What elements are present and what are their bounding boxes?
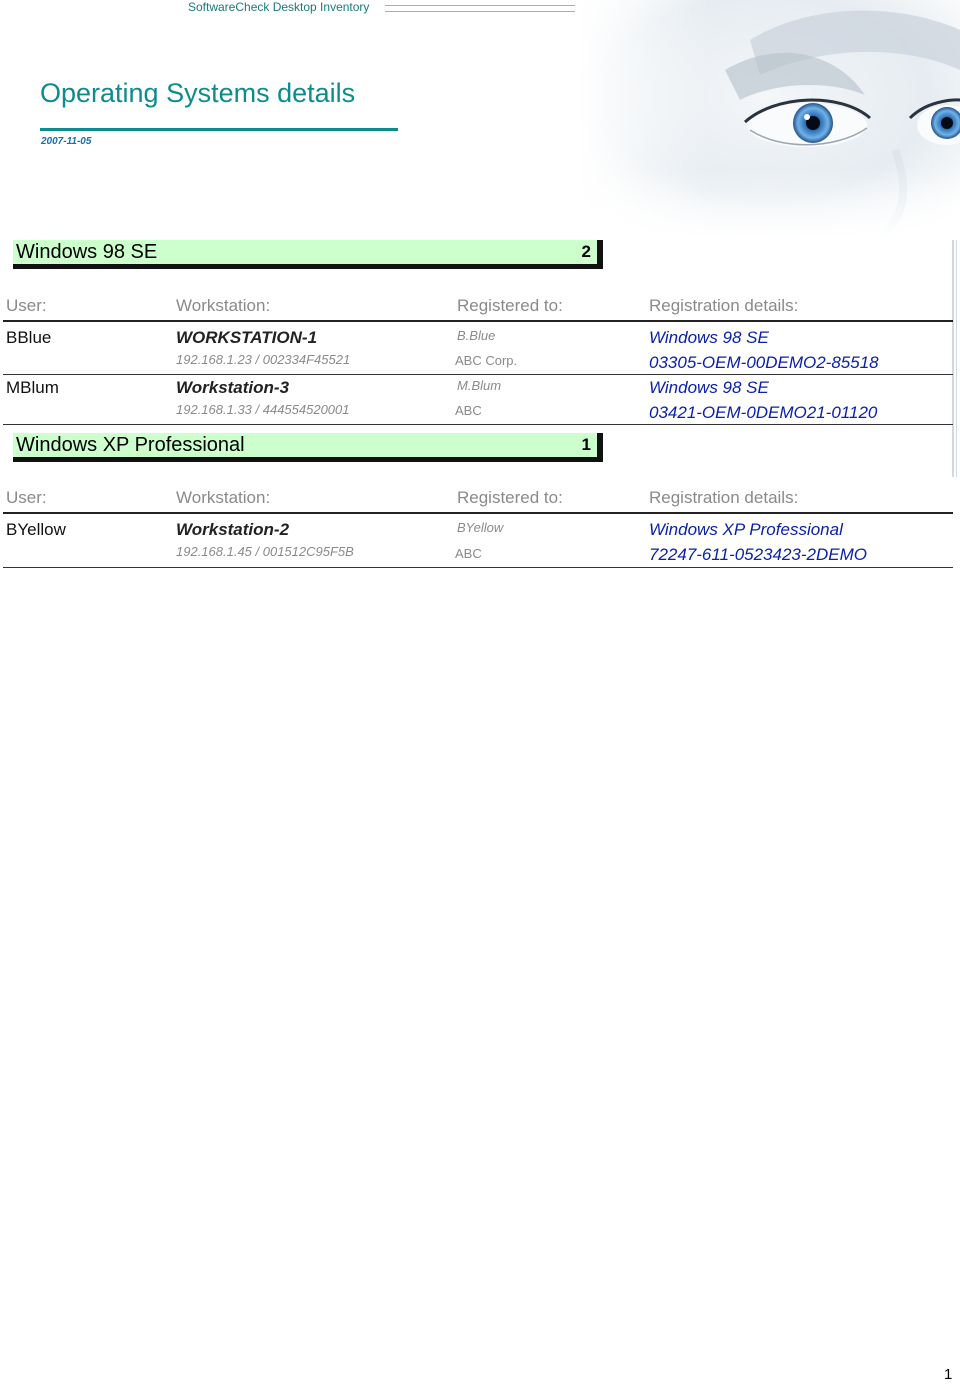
row-os: Windows 98 SE: [649, 378, 769, 397]
row-registered-name: B.Blue: [457, 328, 496, 343]
page-title: Operating Systems details: [40, 78, 356, 108]
row-workstation: Workstation-3: [176, 378, 290, 397]
row-workstation: WORKSTATION-1: [176, 328, 318, 347]
row-divider: [3, 424, 953, 425]
column-header-user: User:: [6, 296, 47, 315]
right-border: [956, 240, 957, 477]
row-key: 03421-OEM-0DEMO21-01120: [649, 403, 878, 422]
right-border: [952, 240, 954, 477]
group-count: 2: [581, 242, 591, 261]
header-divider: [3, 512, 953, 514]
row-divider: [3, 567, 953, 568]
row-registered-name: BYellow: [457, 520, 504, 535]
row-os: Windows XP Professional: [649, 520, 843, 539]
row-workstation: Workstation-2: [176, 520, 290, 539]
page-number: 1: [944, 1366, 953, 1383]
title-underline: [40, 128, 398, 131]
row-address: 192.168.1.33 / 444554520001: [176, 402, 350, 417]
column-header-workstation: Workstation:: [176, 488, 271, 507]
column-header-workstation: Workstation:: [176, 296, 271, 315]
row-address: 192.168.1.23 / 002334F45521: [176, 352, 351, 367]
column-header-registered-to: Registered to:: [457, 488, 563, 507]
row-registered-name: M.Blum: [457, 378, 502, 393]
column-header-registration-details: Registration details:: [649, 488, 799, 507]
row-address: 192.168.1.45 / 001512C95F5B: [176, 544, 354, 559]
group-name: Windows XP Professional: [16, 434, 245, 456]
row-user: BYellow: [6, 520, 66, 539]
column-header-registered-to: Registered to:: [457, 296, 563, 315]
row-divider: [3, 374, 953, 375]
face-eyes-illustration: [575, 0, 960, 240]
row-user: MBlum: [6, 378, 59, 397]
report-date: 2007-11-05: [41, 136, 92, 147]
row-key: 72247-611-0523423-2DEMO: [649, 545, 867, 564]
group-banner-windows-98-se: [13, 240, 603, 269]
row-user: BBlue: [6, 328, 52, 347]
row-registered-org: ABC Corp.: [455, 353, 518, 368]
app-title: SoftwareCheck Desktop Inventory: [188, 0, 370, 14]
row-registered-org: ABC: [455, 546, 482, 561]
group-name: Windows 98 SE: [16, 241, 158, 263]
row-key: 03305-OEM-00DEMO2-85518: [649, 353, 879, 372]
row-registered-org: ABC: [455, 403, 482, 418]
column-header-registration-details: Registration details:: [649, 296, 799, 315]
row-os: Windows 98 SE: [649, 328, 769, 347]
group-banner-windows-xp-professional: [13, 433, 603, 462]
header-divider: [3, 320, 953, 322]
column-header-user: User:: [6, 488, 47, 507]
group-count: 1: [581, 435, 591, 454]
